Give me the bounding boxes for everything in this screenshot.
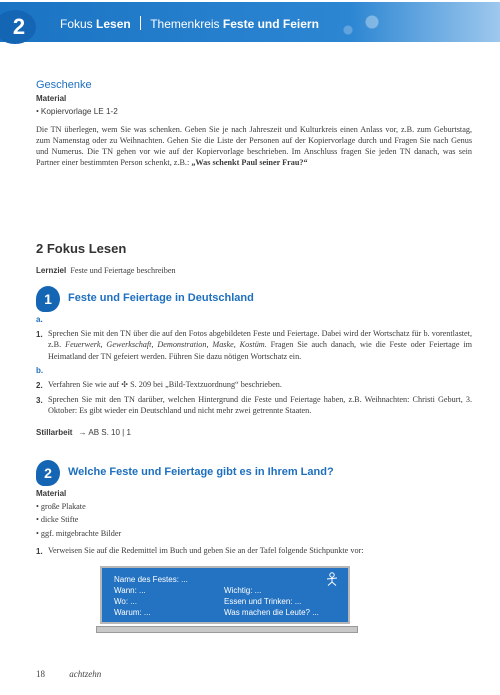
material-bullet: • dicke Stifte [36, 515, 79, 525]
header-decoration [330, 2, 390, 42]
header-title [60, 16, 319, 33]
task1-heading [36, 286, 254, 312]
material-bullet: • ggf. mitgebrachte Bilder [36, 528, 122, 538]
page-footer [36, 668, 101, 680]
chapter-badge: 2 [0, 10, 36, 44]
section-title: 2 Fokus Lesen [36, 241, 127, 256]
task2-item-1: 1. Verweisen Sie auf die Redemittel im Buch und geben Sie an der Tafel folgende Stichpunkte vor: [36, 545, 364, 556]
task1-item-3: 3. Sprechen Sie mit den TN darüber, welchen Hintergrund die Feste und Feiertage haben, z.B. Weihnachten: Christi Geburt, 3. Oktober: Es gibt wieder ein Deutschland und nicht mehr zwei getrennte Staaten. [36, 395, 472, 416]
blackboard [100, 566, 350, 624]
stick-figure-icon [326, 572, 338, 586]
task1-number-badge: 1 [36, 286, 60, 312]
header-fokus-prefix: Fokus [60, 17, 93, 31]
board-left-column: Name des Festes: ... Wann: ... Wo: ... Warum: ... [114, 575, 188, 617]
task1-body [36, 314, 472, 438]
lernziel: Lernziel Feste und Feiertage beschreiben [36, 266, 176, 275]
header-theme-prefix: Themenkreis [150, 17, 220, 31]
task2-number-badge: 2 [36, 460, 60, 486]
page-word: achtzehn [69, 669, 102, 679]
task2-material-label: Material [36, 489, 67, 498]
material-label: Material [36, 94, 67, 104]
task1-letter-b: b. [36, 365, 44, 375]
task2-body [36, 488, 472, 560]
material-item: • Kopiervorlage LE 1-2 [36, 107, 118, 117]
task1-title: Feste und Feiertage in Deutschland [68, 292, 254, 305]
geschenke-section [36, 78, 472, 175]
geschenke-paragraph: Die TN überlegen, wem Sie was schenken. Geben Sie je nach Jahreszeit und Kulturkreis einen Anlass vor, z.B. zum Geburtstag, zum Namenstag oder zu Weihnachten. Gehen Sie die Liste der Personen auf der Kopiervorlage durch und Fragen Sie nach Genus und Numerus. Die TN gehen vor wie auf der Kopiervorlage beschrieben. Im Anschluss fragen Sie jeden TN danach, was sein Partner einer bestimmten Person schenkt, z.B.: „Was schenkt Paul seiner Frau?“ [36, 124, 472, 168]
header-fokus-bold: Lesen [96, 17, 131, 31]
page-number: 18 [36, 669, 45, 679]
header-separator [140, 16, 141, 30]
geschenke-title: Geschenke [36, 79, 92, 91]
header-theme-bold: Feste und Feiern [222, 17, 319, 31]
stillarbeit-ref: → AB S. 10 | 1 [78, 427, 131, 437]
blackboard-ledge [96, 626, 358, 633]
task1-letter-a: a. [36, 315, 43, 324]
task2-title: Welche Feste und Feiertage gibt es in Ihrem Land? [68, 466, 334, 479]
task2-heading [36, 460, 334, 486]
material-bullet: • große Plakate [36, 502, 86, 512]
task1-item-2: 2. Verfahren Sie wie auf ✣ S. 209 bei „Bild-Textzuordnung“ beschrieben. [36, 380, 282, 390]
board-right-column: Wichtig: ... Essen und Trinken: ... Was machen die Leute? ... [224, 586, 319, 617]
stillarbeit-row: Stillarbeit → AB S. 10 | 1 [36, 427, 131, 437]
task1-item-1: 1. Sprechen Sie mit den TN über die auf den Fotos abgebildeten Feste und Feiertage. Dabei wird der Wortschatz für b. vorentlastet, z.B. Feuerwerk, Gewerkschaft, Demonstration, Maske, Kostüm. Fragen Sie auch danach, wie die Feste oder Feiertage im Heimatland der TN gefeiert werden. Führen Sie dazu nötigen Wortschatz ein. [36, 329, 473, 361]
header-band [0, 2, 500, 42]
